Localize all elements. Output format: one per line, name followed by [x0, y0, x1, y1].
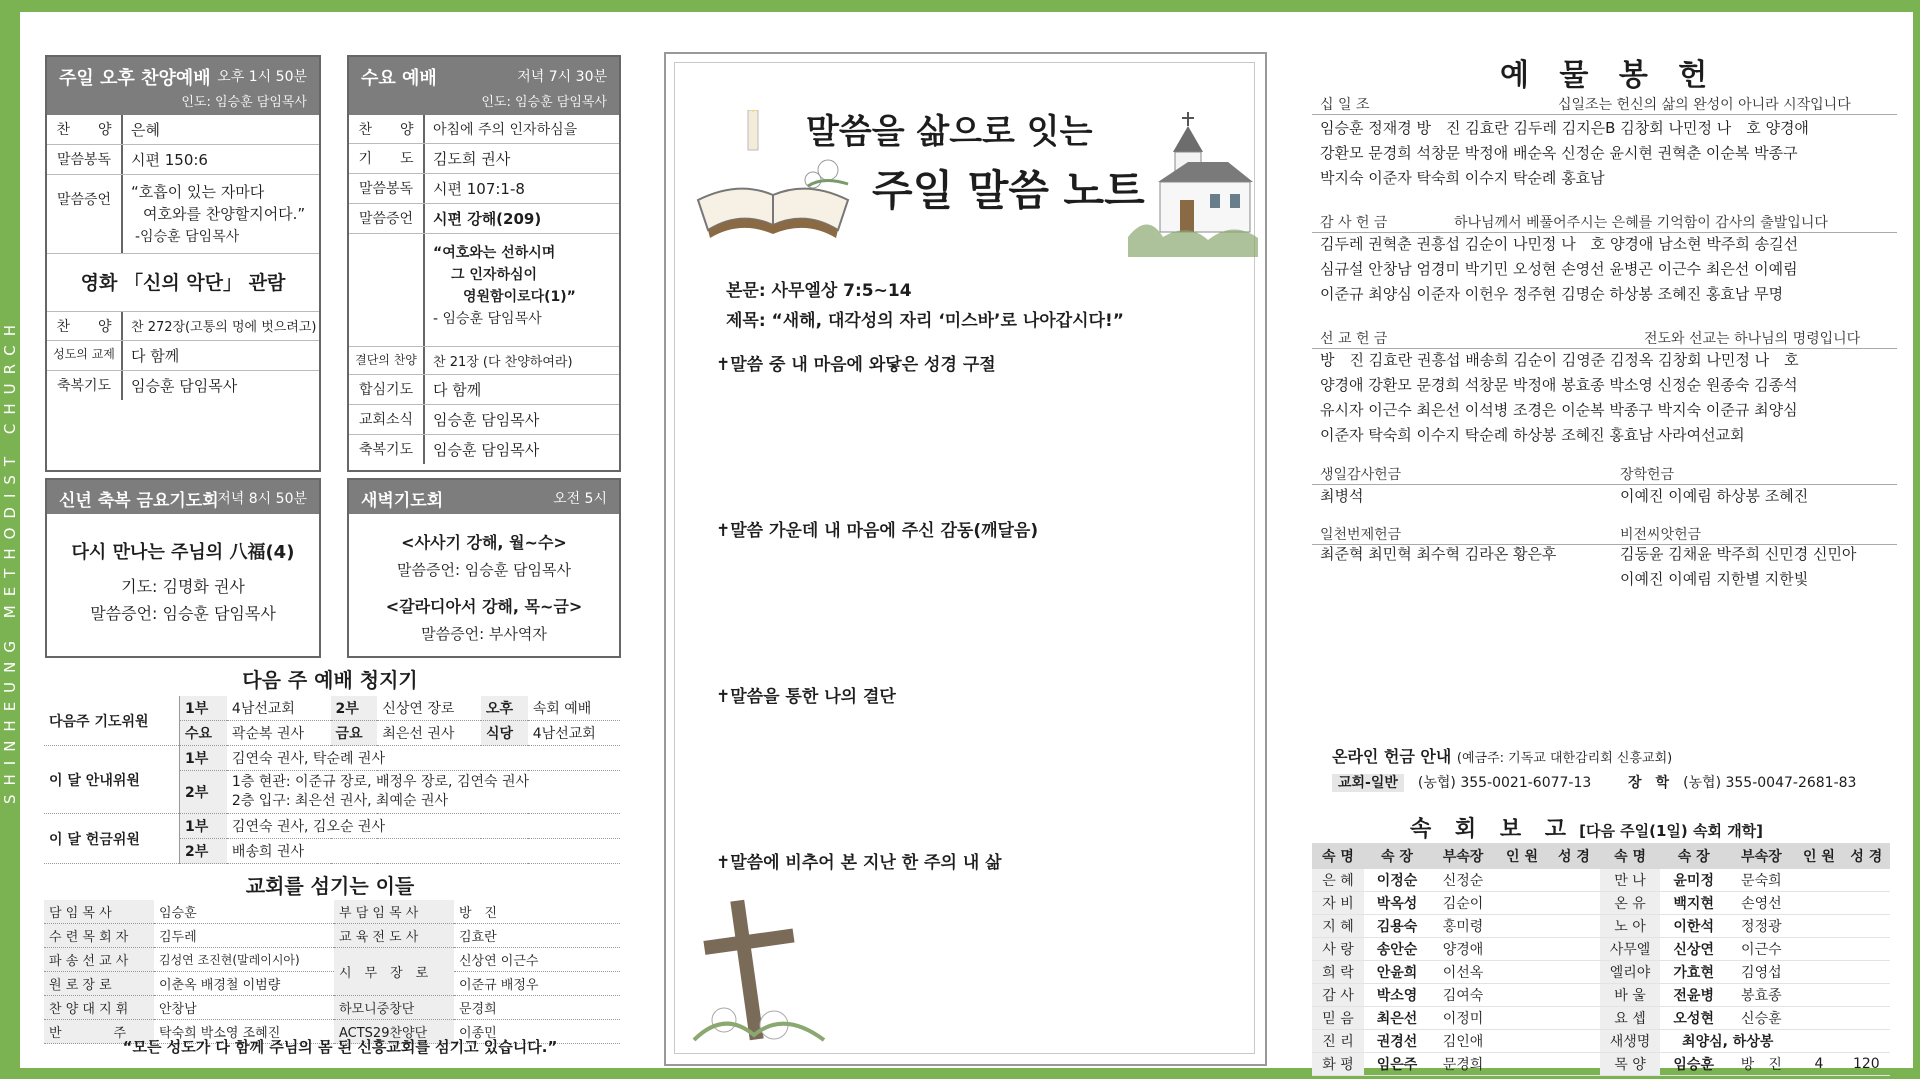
thanks-names: 김두레 권혁춘 권흥섭 김순이 나민정 나 호 양경애 남소현 박주희 송길선 심규설 안창남 엄경미 박기민 오성현 손영선 윤병곤 이근수 최은선 이예림 이준규 최양심 이준자 이헌우 정주현 김명순 하상봉 조혜진 홍효남 무명: [1320, 235, 1799, 303]
note-title-line2: 주일 말씀 노트: [872, 166, 1145, 215]
oneweek-heading: 일천번제헌금: [1320, 527, 1402, 543]
sermon-quote: “여호와는 선하시며 그 인자하심이 영원함이로다(1)” - 임승훈 담임목사: [349, 234, 619, 347]
table-row: 목 양 임승훈 방 진 4 120: [1600, 1053, 1890, 1076]
order-row: 말씀봉독 시편 150:6: [47, 145, 319, 175]
cell-table-right: [1600, 843, 1890, 1076]
order-row: 찬 양 찬 272장(고통의 멍에 벗으려고): [47, 312, 319, 341]
cell-table-left: [1312, 843, 1600, 1076]
table-row: 진 리 권경선 김인애: [1312, 1030, 1600, 1053]
table-row: 온 유 백지현 손영선: [1600, 892, 1890, 915]
sunday-pm-time: 오후 1시 50분: [217, 69, 307, 85]
scholar-names: 이예진 이예림 하상봉 조혜진: [1620, 487, 1809, 505]
sunday-pm-box: [45, 55, 321, 472]
note-question-1: ✝말씀 중 내 마음에 와닿은 성경 구절: [716, 355, 996, 375]
order-row: 말씀증언 시편 강해(209): [349, 204, 619, 234]
order-row: 말씀증언 “호흡이 있는 자마다 여호와를 찬양할지어다.” -임승훈 담임목사: [47, 175, 319, 253]
sunday-pm-header: [47, 57, 319, 115]
table-row: 감 사 박소영 김여숙: [1312, 984, 1600, 1007]
table-row: 반 주 탁숙희 박소영 조혜진 ACTS29찬양단 이종민: [44, 1020, 620, 1044]
sermon-text: 본문: 사무엘상 7:5~14: [726, 281, 912, 301]
table-row: 수 련 목 회 자 김두레 교 육 전 도 사 김효란: [44, 924, 620, 948]
tithe-names: 임승훈 정재경 방 진 김효란 김두레 김지은B 김창회 나민정 나 호 양경애 강환모 문경희 석창문 박정애 배순옥 신정순 윤시현 권혁춘 이순복 박종구 박지숙 이준자 탁숙희 이수지 탁순례 홍효남: [1320, 119, 1809, 187]
seed-names: 김동윤 김채윤 박주희 신민경 신민아 이예진 이예림 지한별 지한빛: [1620, 545, 1857, 588]
divider: [1312, 484, 1897, 485]
table-row: 원 로 장 로 이춘옥 배경철 이범량 이준규 배정우: [44, 972, 620, 996]
dawn-time: 오전 5시: [553, 491, 607, 507]
servants-title: 교회를 섬기는 이들: [245, 874, 415, 898]
table-row: 요 셉 오성현 신승훈: [1600, 1007, 1890, 1030]
order-row: 합심기도 다 함께: [349, 375, 619, 405]
sunday-pm-leader: 인도: 임승훈 담임목사: [181, 95, 307, 110]
order-row: 찬 양 아침에 주의 인자하심을: [349, 115, 619, 144]
online-account-scholarship: 장 학 (농협) 355-0047-2681-83: [1628, 775, 1857, 791]
order-row: 말씀봉독 시편 107:1-8: [349, 174, 619, 204]
oneweek-names: 최준혁 최민혁 최수혁 김라온 황은후: [1320, 545, 1557, 563]
dawn-series2: <갈라디아서 강해, 목~금>: [385, 597, 583, 616]
order-row: 성도의 교제 다 함께: [47, 341, 319, 371]
friday-time: 저녁 8시 50분: [217, 491, 307, 507]
wednesday-header: [349, 57, 619, 115]
dawn-preacher1: 말씀증언: 임승훈 담임목사: [397, 561, 571, 579]
dawn-box: [347, 478, 621, 658]
divider: [1312, 114, 1897, 115]
table-row: 만 나 윤미정 문숙희: [1600, 869, 1890, 892]
wednesday-leader: 인도: 임승훈 담임목사: [481, 95, 607, 110]
mission-names: 방 진 김효란 권흥섭 배송희 김순이 김영준 김정옥 김창회 나민정 나 호 양경애 강환모 문경희 석창문 박정애 봉효종 박소영 신정순 원종숙 김종석 유시자 이근수 최은선 이석병 조경은 이순복 박종구 박지숙 이준규 최양심 이준자 탁숙희 이수지 탁순례 하상봉 조혜진 홍효남 사라여선교회: [1320, 351, 1799, 444]
table-row: 담 임 목 사 임승훈 부 담 임 목 사 방 진: [44, 900, 620, 924]
tithe-note: 십일조는 헌신의 삶의 완성이 아니라 시작입니다: [1558, 97, 1851, 113]
table-row: 파 송 선 교 사 김성연 조진현(말레이시아) 시 무 장 로 신상연 이근수: [44, 948, 620, 972]
mission-note: 전도와 선교는 하나님의 명령입니다: [1644, 331, 1861, 347]
table-row: 사 랑 송안순 양경애: [1312, 938, 1600, 961]
friday-theme: 다시 만나는 주님의 八福(4): [71, 542, 295, 563]
dawn-title: 새벽기도회: [361, 491, 444, 511]
wednesday-box: [347, 55, 621, 472]
servants-table: [44, 900, 620, 1044]
order-row: 교회소식 임승훈 담임목사: [349, 405, 619, 435]
table-row: 은 혜 이정순 신정순: [1312, 869, 1600, 892]
friday-box: [45, 478, 321, 658]
online-offering-title: 온라인 헌금 안내 (예금주: 기독교 대한감리회 신흥교회): [1332, 747, 1673, 766]
sunday-pm-title: 주일 오후 찬양예배: [59, 68, 211, 89]
friday-prayer: 기도: 김명화 권사: [121, 577, 245, 596]
table-row: 이 달 헌금위원 1부 김연숙 권사, 김오순 권사: [44, 814, 620, 839]
next-week-table: [44, 696, 620, 864]
scholar-heading: 장학헌금: [1620, 467, 1675, 483]
order-row: 결단의 찬양 찬 21장 (다 찬양하여라): [349, 347, 619, 375]
sermon-title: 제목: “새해, 대각성의 자리 ‘미스바’로 나아갑시다!”: [726, 311, 1124, 331]
table-row: 수요 곽순복 권사 금요 최은선 권사 식당 4남선교회: [44, 721, 620, 746]
table-row: 믿 음 최은선 이정미: [1312, 1007, 1600, 1030]
table-row: 이 달 안내위원 1부 김연숙 권사, 탁순례 권사: [44, 746, 620, 771]
tithe-heading: 십 일 조: [1320, 97, 1370, 113]
seed-heading: 비전씨앗헌금: [1620, 527, 1702, 543]
note-question-3: ✝말씀을 통한 나의 결단: [716, 687, 896, 707]
table-row: 화 평 임은주 문경희: [1312, 1053, 1600, 1076]
table-row: 노 아 이한석 정정광: [1600, 915, 1890, 938]
table-header: 속 명 속 장 부속장 인 원 성 경: [1600, 843, 1890, 869]
table-row: 새생명 최양심, 하상봉: [1600, 1030, 1890, 1053]
table-row: 자 비 박옥성 김순이: [1312, 892, 1600, 915]
mission-heading: 선 교 헌 금: [1320, 331, 1388, 347]
note-title-line1: 말씀을 삶으로 잇는: [806, 112, 1093, 152]
dawn-series1: <사사기 강해, 월~수>: [401, 533, 567, 552]
dawn-preacher2: 말씀증언: 부사역자: [421, 625, 547, 643]
order-row: 기 도 김도희 권사: [349, 144, 619, 174]
wednesday-time: 저녁 7시 30분: [517, 69, 607, 85]
table-row: 바 울 전윤병 봉효종: [1600, 984, 1890, 1007]
wednesday-title: 수요 예배: [361, 68, 437, 89]
servants-motto: “모든 성도가 다 함께 주님의 몸 된 신흥교회를 섬기고 있습니다.”: [122, 1038, 558, 1056]
thanks-heading: 감 사 헌 금: [1320, 215, 1388, 231]
order-row: 찬 양 은혜: [47, 115, 319, 145]
order-row: 축복기도 임승훈 담임목사: [47, 371, 319, 400]
note-question-4: ✝말씀에 비추어 본 지난 한 주의 내 삶: [716, 853, 1002, 873]
birthday-names: 최병석: [1320, 487, 1364, 505]
table-row: 다음주 기도위원 1부 4남선교회 2부 신상연 장로 오후 속회 예배: [44, 696, 620, 721]
offering-title: 예 물 봉 헌: [1500, 58, 1718, 93]
order-row: 축복기도 임승훈 담임목사: [349, 435, 619, 464]
table-row: 희 락 안윤희 이선옥: [1312, 961, 1600, 984]
friday-header: [47, 480, 319, 514]
cross-icon: [684, 880, 834, 1050]
friday-preacher: 말씀증언: 임승훈 담임목사: [90, 604, 276, 623]
spine-text: SHINHEUNG METHODIST CHURCH: [1, 315, 19, 805]
cell-report-title: 속 회 보 고 [다음 주일(1일) 속회 개학]: [1410, 817, 1764, 842]
online-account-general: 교회-일반 (농협) 355-0021-6077-13: [1332, 772, 1591, 792]
next-week-title: 다음 주 예배 청지기: [242, 668, 418, 692]
table-row: 지 혜 김용숙 홍미령: [1312, 915, 1600, 938]
table-row: 찬 양 대 지 휘 안창남 하모니중창단 문경희: [44, 996, 620, 1020]
birthday-heading: 생일감사헌금: [1320, 467, 1402, 483]
dawn-header: [349, 480, 619, 514]
friday-title: 신년 축복 금요기도회: [59, 491, 219, 511]
table-row: 2부 배송희 권사: [44, 839, 620, 864]
note-question-2: ✝말씀 가운데 내 마음에 주신 감동(깨달음): [716, 521, 1039, 541]
table-row: 엘리야 가효현 김영섭: [1600, 961, 1890, 984]
table-header: 속 명 속 장 부속장 인 원 성 경: [1312, 843, 1600, 869]
church-icon: [1128, 112, 1258, 262]
movie-notice: 영화 「신의 악단」 관람: [47, 253, 319, 312]
table-row: 사무엘 신상연 이근수: [1600, 938, 1890, 961]
thanks-note: 하나님께서 베풀어주시는 은혜를 기억함이 감사의 출발입니다: [1454, 215, 1828, 231]
table-row: 2부 1층 현관: 이준규 장로, 배정우 장로, 김연숙 권사 2층 입구: 최은선 권사, 최예순 권사: [44, 771, 620, 814]
